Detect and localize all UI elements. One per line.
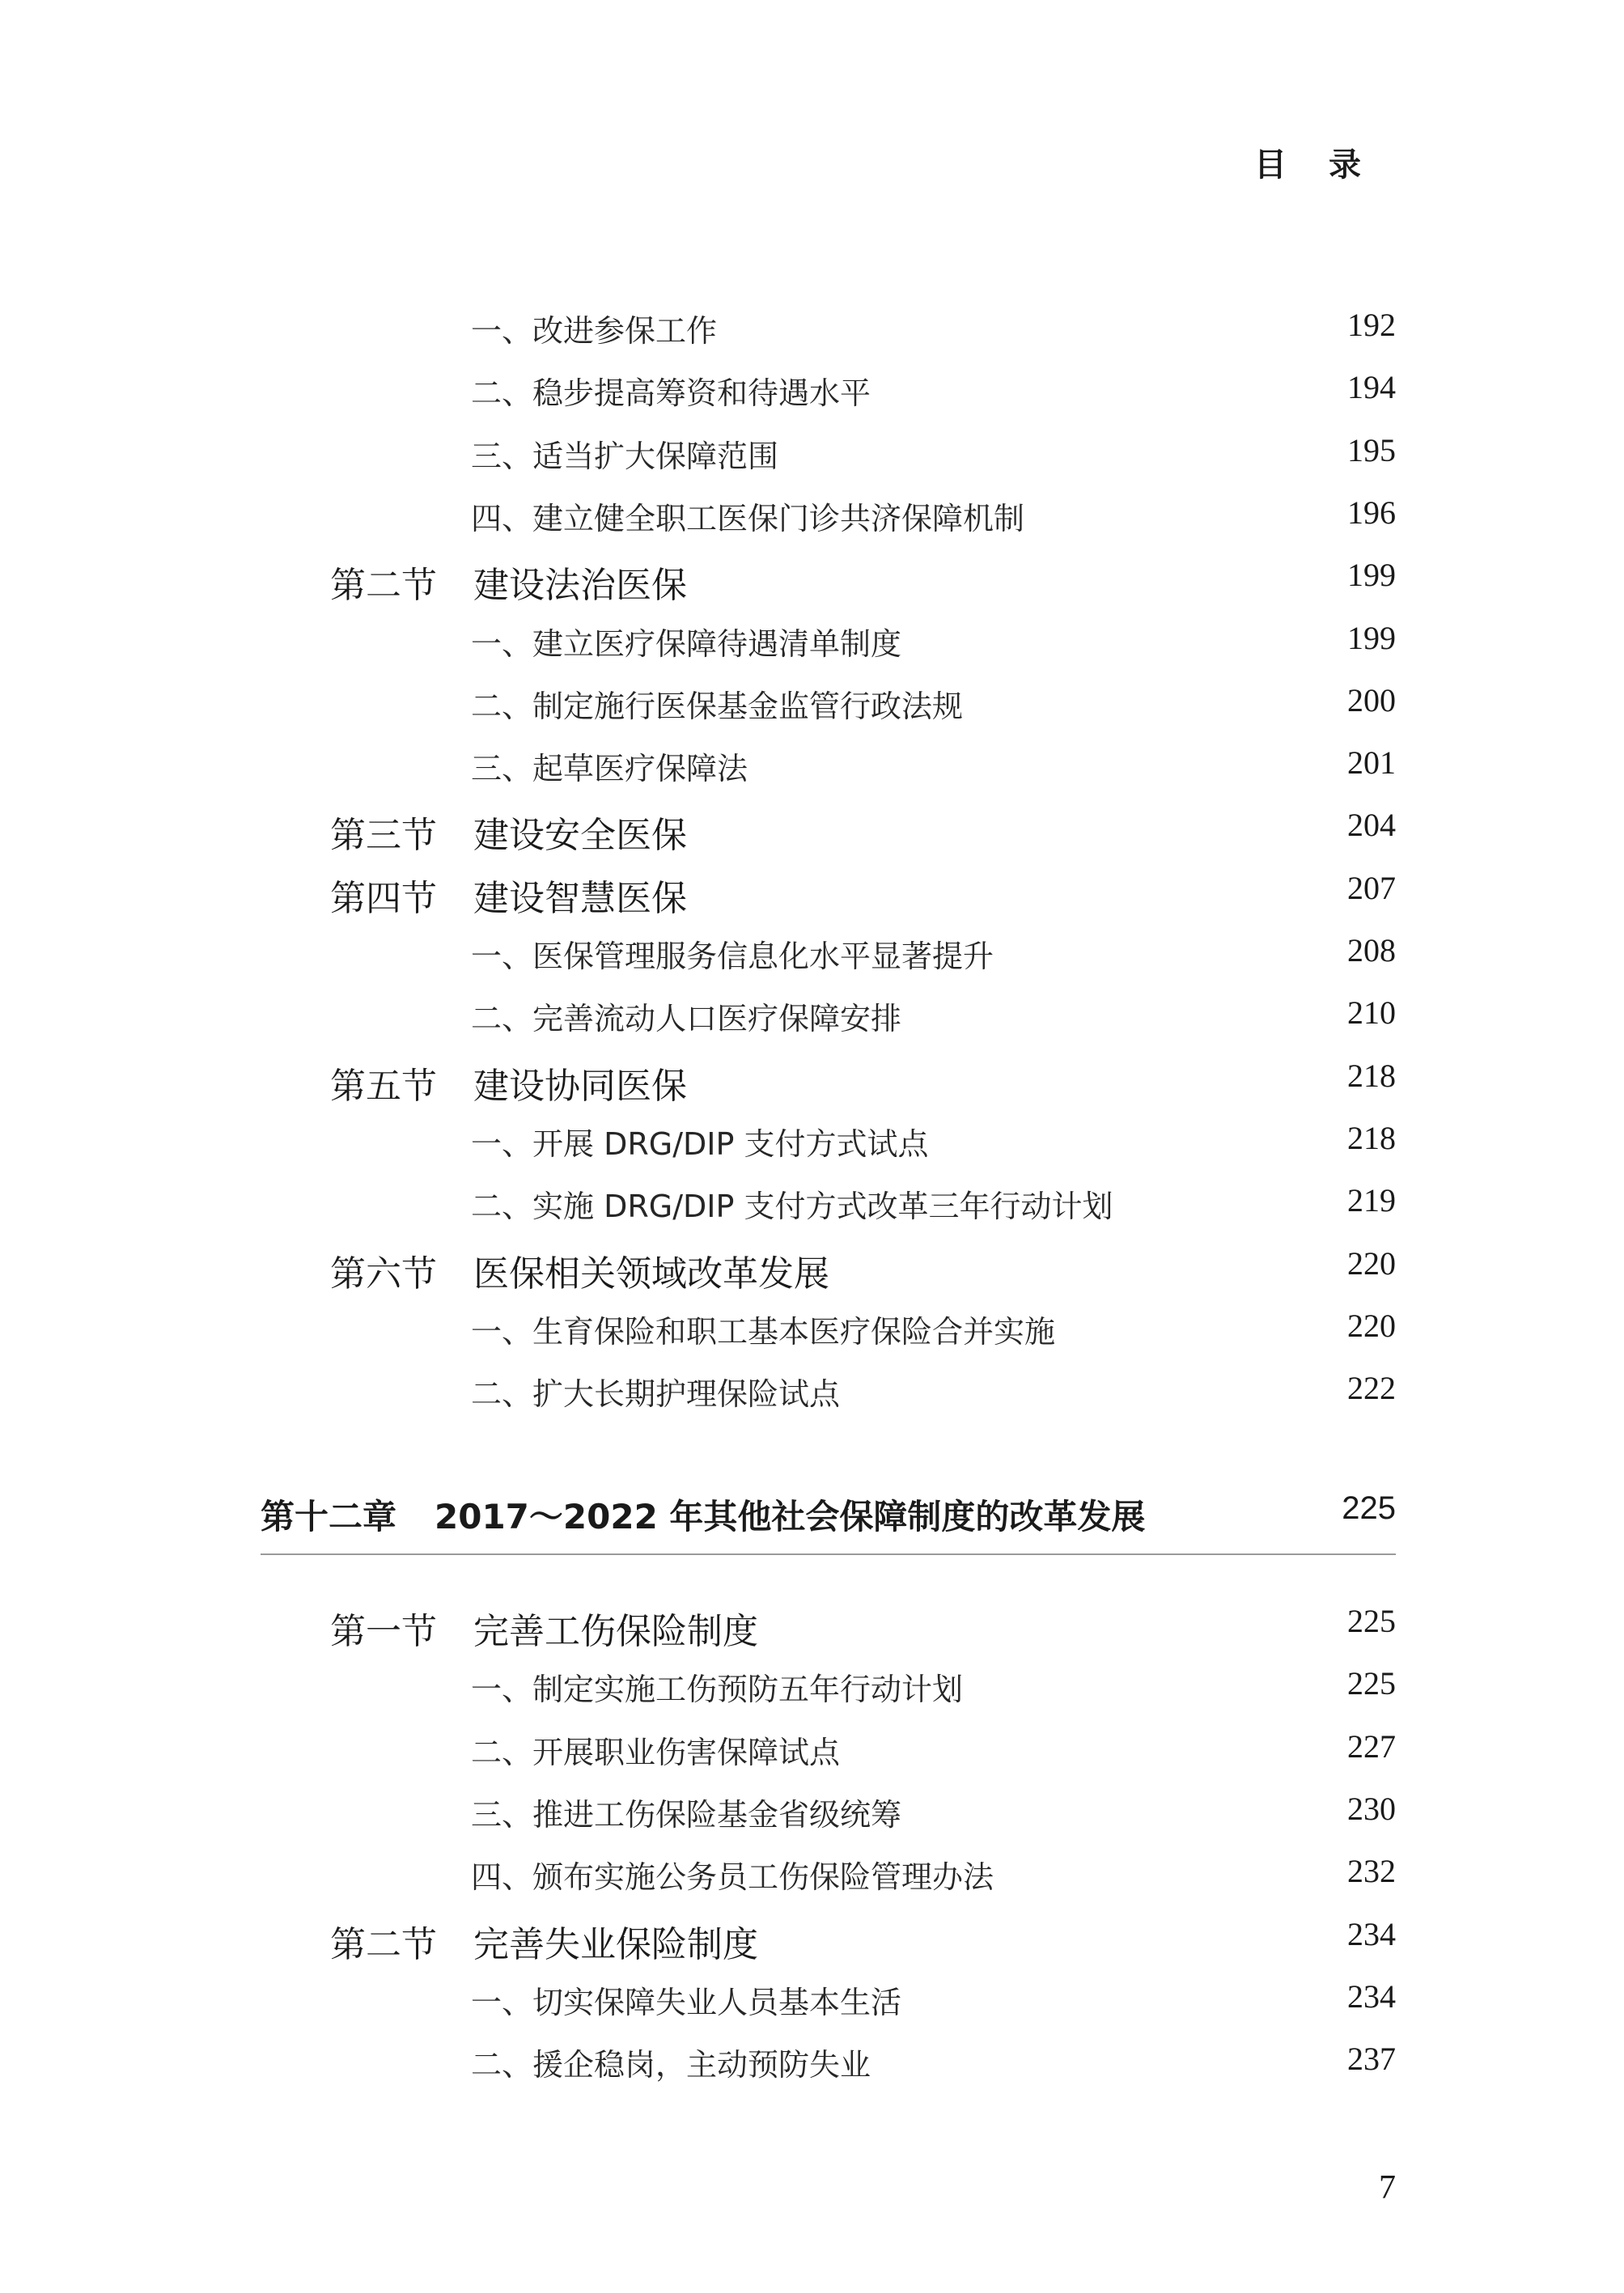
section-title: 完善失业保险制度 (473, 1923, 758, 1965)
item-title: 二、援企稳岗，主动预防失业 (471, 2047, 871, 2083)
item-title: 二、开展职业伤害保障试点 (471, 1734, 841, 1770)
chapter-title: 2017～2022 年其他社会保障制度的改革发展 (435, 1497, 1146, 1536)
item-title: 一、改进参保工作 (471, 313, 718, 349)
toc-page-number: 225 (1347, 1665, 1396, 1702)
item-title: 二、稳步提高筹资和待遇水平 (471, 375, 871, 412)
section-number: 第一节 (330, 1611, 437, 1652)
toc-item-row[interactable] (0, 1790, 1624, 1838)
toc-page-number: 196 (1347, 494, 1396, 531)
toc-section-row[interactable] (0, 1915, 1624, 1964)
toc-page-number: 232 (1347, 1853, 1396, 1890)
toc-item-row[interactable] (0, 431, 1624, 480)
toc-chapter-row[interactable] (261, 1490, 1396, 1539)
toc-page-number: 195 (1347, 431, 1396, 468)
toc-page-number: 234 (1347, 1977, 1396, 2015)
section-title: 建设安全医保 (473, 815, 687, 857)
section-number: 第五节 (330, 1065, 437, 1107)
toc-page-number: 225 (1347, 1603, 1396, 1639)
section-number: 第二节 (330, 1923, 437, 1965)
item-title: 二、实施 DRG/DIP 支付方式改革三年行动计划 (471, 1189, 1113, 1225)
toc-item-row[interactable] (0, 1727, 1624, 1776)
toc-section-row[interactable] (0, 806, 1624, 857)
toc-page-number: 227 (1347, 1727, 1396, 1765)
chapter-divider (261, 1553, 1396, 1555)
item-title: 三、推进工伤保险基金省级统筹 (471, 1796, 902, 1833)
toc-item-row[interactable] (0, 744, 1624, 792)
toc-page-number: 234 (1347, 1915, 1396, 1952)
page-number: 7 (1379, 2169, 1396, 2206)
toc-page-number: 222 (1347, 1370, 1396, 1407)
toc-item-row[interactable] (0, 931, 1624, 980)
item-title: 四、颁布实施公务员工伤保险管理办法 (471, 1859, 994, 1896)
toc-item-row[interactable] (0, 1119, 1624, 1168)
toc-page-number: 194 (1347, 369, 1396, 406)
toc-page-number: 237 (1347, 2041, 1396, 2078)
toc-item-row[interactable] (0, 2040, 1624, 2088)
toc-section-row[interactable] (0, 1602, 1624, 1651)
chapter-page: 225 (1342, 1490, 1396, 1526)
toc-page-number: 219 (1347, 1182, 1396, 1219)
toc-page-number: 218 (1347, 1057, 1396, 1094)
toc-item-row[interactable] (0, 681, 1624, 730)
section-title: 建设协同医保 (473, 1065, 687, 1107)
toc-item-row[interactable] (0, 619, 1624, 668)
chapter-number: 第十二章 (261, 1497, 397, 1536)
toc-page-number: 192 (1347, 307, 1396, 343)
toc-page-number: 199 (1347, 557, 1396, 594)
section-number: 第四节 (330, 877, 437, 919)
toc-item-row[interactable] (0, 1369, 1624, 1418)
toc-item-row[interactable] (0, 994, 1624, 1042)
item-title: 一、制定实施工伤预防五年行动计划 (471, 1672, 964, 1708)
toc-item-row[interactable] (0, 1664, 1624, 1713)
toc-item-row[interactable] (0, 1181, 1624, 1230)
toc-page-number: 207 (1347, 869, 1396, 906)
item-title: 一、生育保险和职工基本医疗保险合并实施 (471, 1313, 1056, 1350)
item-title: 一、建立医疗保障待遇清单制度 (471, 625, 902, 662)
toc-page-number: 204 (1347, 807, 1396, 844)
section-title: 完善工伤保险制度 (473, 1611, 758, 1652)
toc-page-number: 220 (1347, 1244, 1396, 1282)
item-title: 三、起草医疗保障法 (471, 751, 748, 787)
toc-page-number: 220 (1347, 1307, 1396, 1344)
section-title: 医保相关领域改革发展 (473, 1252, 829, 1295)
item-title: 三、适当扩大保障范围 (471, 438, 779, 474)
item-title: 二、扩大长期护理保险试点 (471, 1376, 841, 1413)
toc-page-number: 210 (1347, 994, 1396, 1032)
toc-item-row[interactable] (0, 494, 1624, 542)
item-title: 二、完善流动人口医疗保障安排 (471, 1001, 902, 1037)
toc-section-row[interactable] (0, 1244, 1624, 1293)
toc-item-row[interactable] (0, 306, 1624, 354)
toc-section-row[interactable] (0, 869, 1624, 918)
item-title: 一、医保管理服务信息化水平显著提升 (471, 939, 994, 974)
item-title: 四、建立健全职工医保门诊共济保障机制 (471, 500, 1025, 536)
item-title: 二、制定施行医保基金监管行政法规 (471, 688, 964, 724)
toc-item-row[interactable] (0, 368, 1624, 417)
item-title: 一、切实保障失业人员基本生活 (471, 1984, 902, 2020)
section-title: 建设智慧医保 (473, 877, 687, 919)
toc-page-number: 218 (1347, 1119, 1396, 1156)
toc-section-row[interactable] (0, 556, 1624, 607)
toc-item-row[interactable] (0, 1852, 1624, 1901)
section-title: 建设法治医保 (473, 565, 687, 607)
toc-page-number: 230 (1347, 1790, 1396, 1827)
section-number: 第二节 (330, 565, 437, 607)
toc-page-number: 200 (1347, 681, 1396, 718)
toc-item-row[interactable] (0, 1977, 1624, 2026)
toc-page-number: 201 (1347, 744, 1396, 782)
section-number: 第三节 (330, 815, 437, 857)
running-header-title: 目录 (1254, 146, 1403, 184)
toc-section-row[interactable] (0, 1057, 1624, 1105)
toc-page-number: 199 (1347, 619, 1396, 656)
toc-item-row[interactable] (0, 1307, 1624, 1355)
item-title: 一、开展 DRG/DIP 支付方式试点 (471, 1125, 929, 1162)
section-number: 第六节 (330, 1252, 437, 1295)
toc-page-number: 208 (1347, 932, 1396, 968)
